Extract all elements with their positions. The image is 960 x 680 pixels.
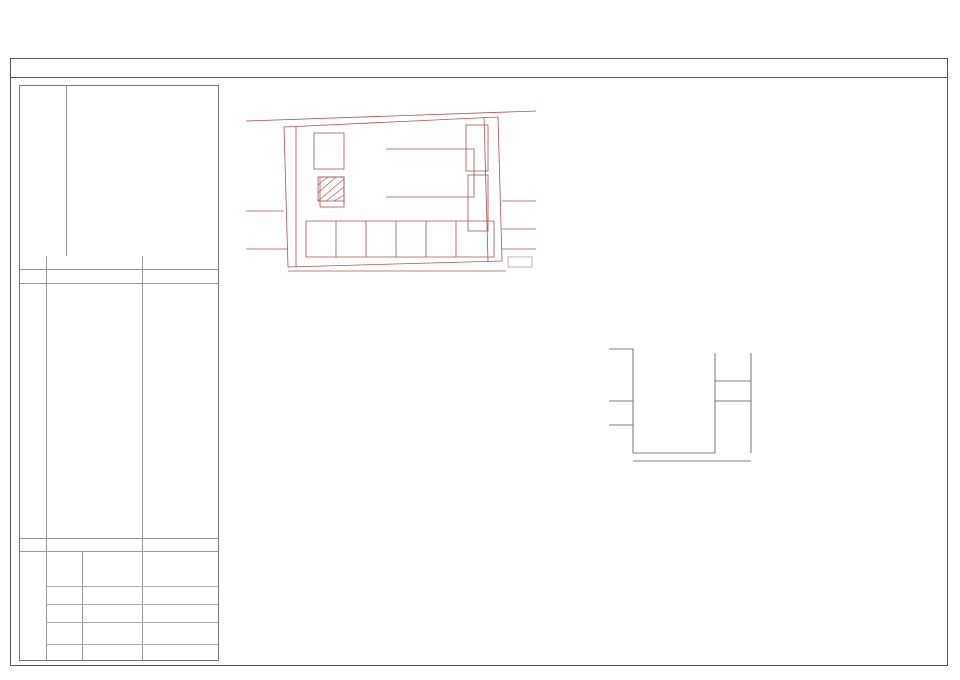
annex-section	[20, 552, 218, 660]
site-plan-drawing	[236, 89, 546, 289]
survey-frame	[10, 58, 948, 666]
header-divider	[11, 77, 947, 78]
floor-grid	[20, 284, 218, 538]
floor-row	[20, 270, 218, 284]
floor-plan-drawing	[591, 341, 791, 471]
info-table	[19, 85, 219, 661]
floor-header-row	[20, 256, 218, 270]
subtotal-row	[20, 538, 218, 552]
